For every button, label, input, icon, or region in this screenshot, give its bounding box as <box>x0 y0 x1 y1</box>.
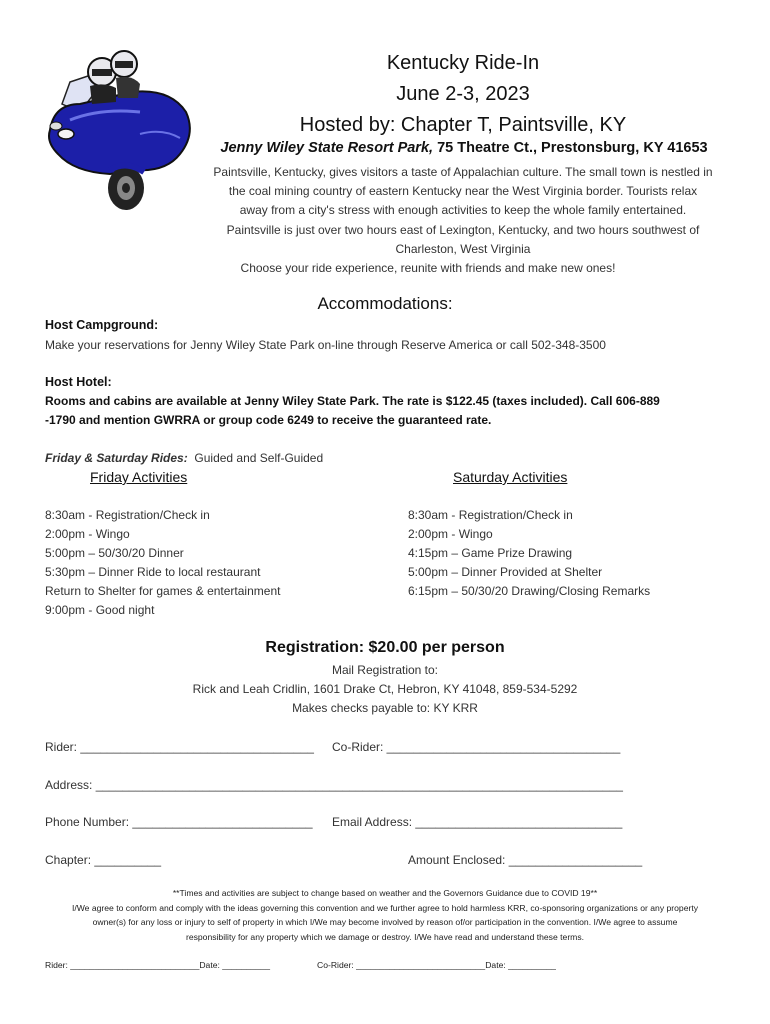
disclaimer <box>20 886 750 944</box>
friday-heading: Friday Activities <box>90 469 188 485</box>
list-item: 6:15pm – 50/30/20 Drawing/Closing Remarks <box>408 584 651 598</box>
intro-paragraph <box>185 163 741 278</box>
campground-text: Make your reservations for Jenny Wiley State Park on-line through Reserve America or call 502-348-3500 <box>45 338 606 352</box>
address-field[interactable]: Address: _______________________________________________________________________________ <box>45 778 623 792</box>
list-item: 4:15pm – Game Prize Drawing <box>408 546 573 560</box>
intro-line: Paintsville is just over two hours east of Lexington, Kentucky, and two hours southwest of <box>226 222 700 237</box>
mail-address: Rick and Leah Cridlin, 1601 Drake Ct, Hebron, KY 41048, 859-534-5292 <box>192 682 578 696</box>
chapter-field[interactable]: Chapter: __________ <box>45 853 162 867</box>
disclaimer-line: owner(s) for any loss or injury to self of property in which I/We may become involved by reason of/or participation in the convention. I/We agree to assume <box>92 917 678 928</box>
mail-registration-label: Mail Registration to: <box>331 663 439 677</box>
friday-activities-list <box>45 506 280 620</box>
list-item: 5:00pm – Dinner Provided at Shelter <box>408 565 603 579</box>
disclaimer-line: **Times and activities are subject to change based on weather and the Governors Guidance due to COVID 19** <box>172 888 598 898</box>
list-item: Return to Shelter for games & entertainment <box>45 584 281 598</box>
list-item: 2:00pm - Wingo <box>408 527 493 541</box>
intro-line: the coal mining country of eastern Kentucky near the West Virginia border. Tourists relax <box>228 184 698 199</box>
list-item: 5:00pm – 50/30/20 Dinner <box>45 546 184 560</box>
email-field[interactable]: Email Address: _______________________________ <box>332 815 623 829</box>
list-item: 5:30pm – Dinner Ride to local restaurant <box>45 565 261 579</box>
list-item: 8:30am - Registration/Check in <box>408 508 573 522</box>
rides-line <box>45 451 323 465</box>
rider-signature-field[interactable]: Rider: ___________________________Date: __________ <box>45 960 271 970</box>
disclaimer-line: responsibility for any property which we damage or destroy. I/We have read and understand these terms. <box>185 931 585 942</box>
disclaimer-line: I/We agree to conform and comply with the ideas governing this convention and we further agree to hold harmless KRR, co-sponsoring organizations or any property <box>71 902 699 913</box>
corider-signature-field[interactable]: Co-Rider: ___________________________Date: __________ <box>317 960 556 970</box>
intro-line: Choose your ride experience, reunite with friends and make new ones! <box>240 261 616 276</box>
corider-field[interactable]: Co-Rider: ___________________________________ <box>332 740 621 754</box>
list-item: 9:00pm - Good night <box>45 603 155 617</box>
campground-label: Host Campground: <box>45 318 159 332</box>
rider-field[interactable]: Rider: ___________________________________ <box>45 740 314 754</box>
accommodations-heading: Accommodations: <box>317 294 453 313</box>
event-host: Hosted by: Chapter T, Paintsville, KY <box>299 114 627 136</box>
saturday-activities-list <box>408 506 650 601</box>
venue-name: Jenny Wiley State Resort Park, <box>220 140 434 156</box>
list-item: 8:30am - Registration/Check in <box>45 508 210 522</box>
intro-line: Charleston, West Virginia <box>395 241 531 256</box>
registration-heading: Registration: $20.00 per person <box>265 639 505 656</box>
event-date: June 2-3, 2023 <box>396 83 530 105</box>
motorcycle-riders-icon <box>40 42 200 212</box>
rides-label: Friday & Saturday Rides: <box>45 451 188 465</box>
payable-to: Makes checks payable to: KY KRR <box>292 701 478 715</box>
list-item: 2:00pm - Wingo <box>45 527 130 541</box>
event-title: Kentucky Ride-In <box>386 52 540 74</box>
intro-line: away from a city's stress with enough activities to keep the whole family entertained. <box>239 203 687 218</box>
amount-enclosed-field[interactable]: Amount Enclosed: ____________________ <box>408 853 643 867</box>
intro-line: Paintsville, Kentucky, gives visitors a taste of Appalachian culture. The small town is nestled in <box>213 165 713 179</box>
hotel-text-line1: Rooms and cabins are available at Jenny Wiley State Park. The rate is $122.45 (taxes included). Call 606-889 <box>45 394 660 408</box>
saturday-heading: Saturday Activities <box>453 469 568 485</box>
hotel-text-line2: -1790 and mention GWRRA or group code 6249 to receive the guaranteed rate. <box>45 413 492 427</box>
phone-field[interactable]: Phone Number: ___________________________ <box>45 815 313 829</box>
rides-value: Guided and Self-Guided <box>194 451 324 465</box>
venue-line <box>190 140 738 156</box>
venue-address: 75 Theatre Ct., Prestonsburg, KY 41653 <box>433 140 708 156</box>
hotel-label: Host Hotel: <box>45 375 112 389</box>
